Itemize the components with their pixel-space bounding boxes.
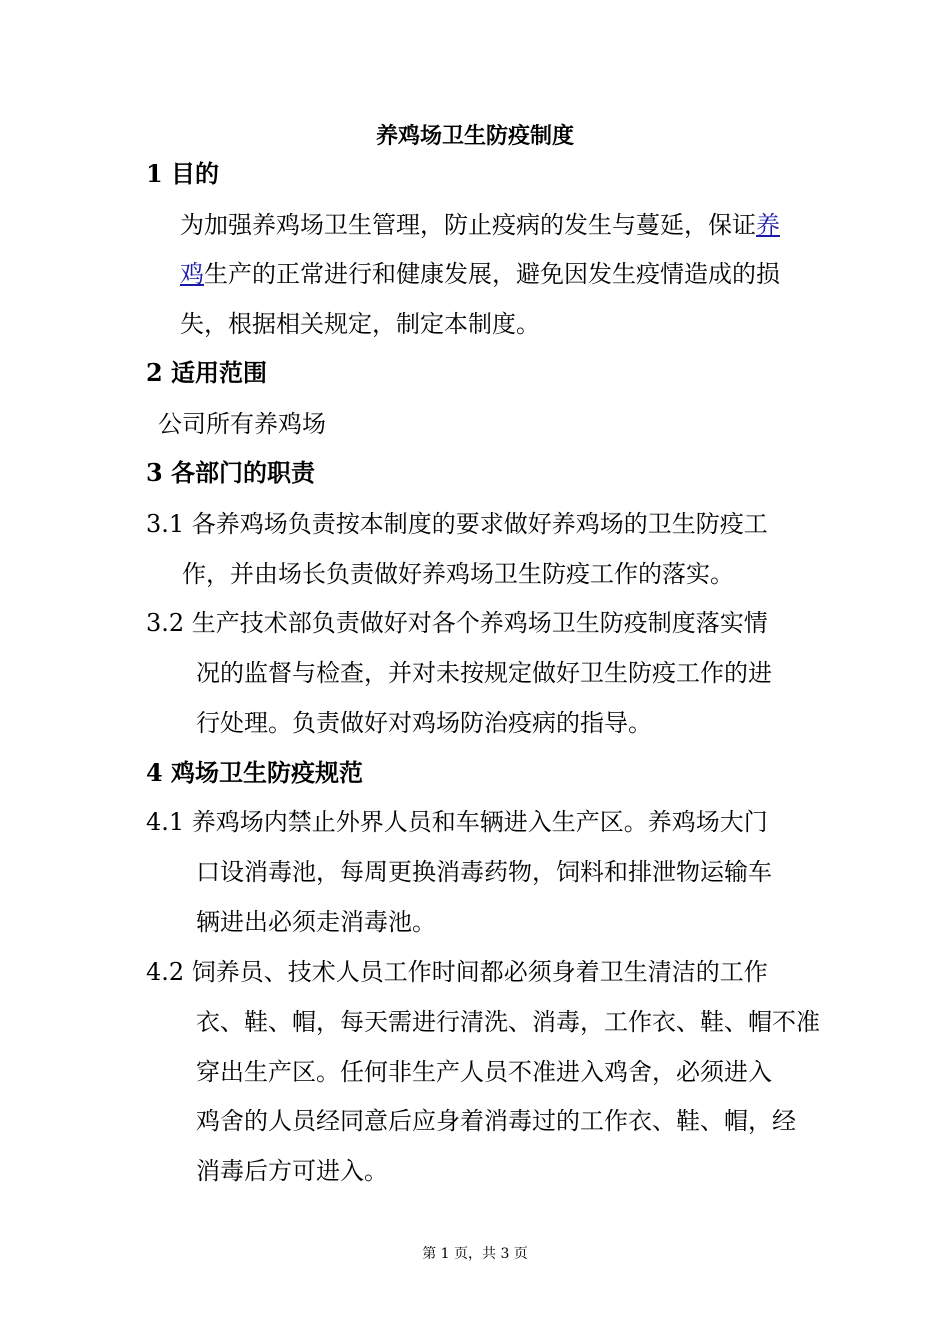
list-item-continuation: 辆进出必须走消毒池。 — [196, 908, 436, 936]
list-item-continuation: 穿出生产区。任何非生产人员不准进入鸡舍，必须进入 — [196, 1058, 772, 1086]
section-heading-hygiene-norms: 4 鸡场卫生防疫规范 — [146, 758, 364, 787]
list-item-4-2: 4.2 饲养员、技术人员工作时间都必须身着卫生清洁的工作 — [146, 958, 768, 986]
paragraph-text: 为加强养鸡场卫生管理，防止疫病的发生与蔓延，保证 — [180, 211, 756, 239]
section-heading-scope: 2 适用范围 — [146, 358, 268, 387]
list-item-continuation: 况的监督与检查，并对未按规定做好卫生防疫工作的进 — [196, 659, 772, 687]
section-heading-purpose: 1 目的 — [146, 159, 220, 188]
list-item-continuation: 作，并由场长负责做好养鸡场卫生防疫工作的落实。 — [182, 560, 734, 588]
paragraph-line: 失，根据相关规定，制定本制度。 — [180, 310, 540, 338]
chicken-link[interactable]: 养 — [756, 211, 780, 239]
chicken-link[interactable]: 鸡 — [180, 260, 204, 288]
document-title: 养鸡场卫生防疫制度 — [375, 123, 574, 149]
paragraph-line: 公司所有养鸡场 — [158, 410, 326, 438]
list-item-continuation: 消毒后方可进入。 — [196, 1157, 388, 1185]
section-heading-responsibilities: 3 各部门的职责 — [146, 458, 316, 487]
list-item-4-1: 4.1 养鸡场内禁止外界人员和车辆进入生产区。养鸡场大门 — [146, 808, 768, 836]
list-item-3-2: 3.2 生产技术部负责做好对各个养鸡场卫生防疫制度落实情 — [146, 609, 768, 637]
paragraph-text: 生产的正常进行和健康发展，避免因发生疫情造成的损 — [204, 260, 780, 288]
list-item-continuation: 鸡舍的人员经同意后应身着消毒过的工作衣、鞋、帽，经 — [196, 1107, 796, 1135]
list-item-3-1: 3.1 各养鸡场负责按本制度的要求做好养鸡场的卫生防疫工 — [146, 510, 768, 538]
paragraph-line — [180, 209, 780, 241]
list-item-continuation: 衣、鞋、帽，每天需进行清洗、消毒，工作衣、鞋、帽不准 — [196, 1008, 820, 1036]
page-footer: 第 1 页，共 3 页 — [422, 1246, 528, 1262]
list-item-continuation: 行处理。负责做好对鸡场防治疫病的指导。 — [196, 709, 652, 737]
list-item-continuation: 口设消毒池，每周更换消毒药物，饲料和排泄物运输车 — [196, 858, 772, 886]
paragraph-line — [180, 258, 780, 290]
